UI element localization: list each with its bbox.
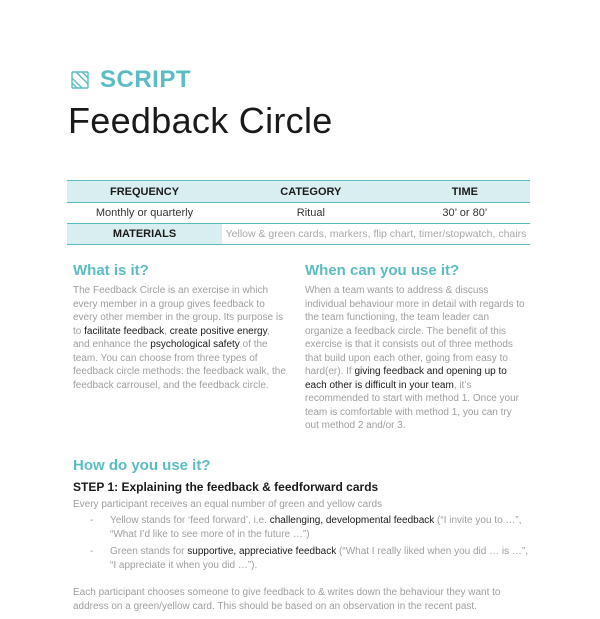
list-item <box>90 545 530 573</box>
time-value: 30’ or 80’ <box>442 207 488 219</box>
page-title: Feedback Circle <box>68 100 333 141</box>
text-segment: (“What I really liked when you did … is …”, “I appreciate it when you did …”). <box>110 546 528 571</box>
text-segment: The Feedback Circle is an exercise in which every member in a group gives feedback to every other member in the group. Its purpose is to <box>73 285 284 337</box>
text-segment: (“I invite you to …”, “What I’d like to see more of in the future …”) <box>110 515 522 540</box>
bullet-dash: - <box>90 546 94 557</box>
info-table-value-row <box>67 203 530 224</box>
highlight-facilitate-feedback: facilitate feedback <box>84 325 165 337</box>
category-header: CATEGORY <box>222 181 400 203</box>
text-segment: , it’s recommended to start with method 1. Once your team is comfortable with method 1, you can try out method 2 and/or 3. <box>305 379 519 431</box>
what-is-it-heading: What is it? <box>73 262 149 279</box>
bullet-text <box>110 514 530 542</box>
materials-label: MATERIALS <box>67 224 222 245</box>
step1-closing: Each participant chooses someone to give feedback to & writes down the behaviour they want to address on a green/yellow card. This should be based on an observation in the recent past. <box>73 587 501 612</box>
category-value: Ritual <box>296 207 325 219</box>
highlight-giving-feedback: giving feedback and opening up to each other is difficult in your team <box>305 366 507 391</box>
info-table-header-row <box>67 181 530 203</box>
when-heading: When can you use it? <box>305 262 460 279</box>
bullet-text <box>110 545 530 573</box>
list-item <box>90 514 530 542</box>
script-icon <box>70 69 92 91</box>
materials-value: Yellow & green cards, markers, flip chart, timer/stopwatch, chairs <box>222 224 530 245</box>
what-is-it-text <box>73 284 288 392</box>
section-header <box>70 66 191 94</box>
step1-title: STEP 1: Explaining the feedback & feedforward cards <box>73 480 379 494</box>
materials-row <box>67 224 530 245</box>
time-header: TIME <box>400 181 530 203</box>
highlight-developmental-feedback: challenging, developmental feedback <box>269 515 435 526</box>
text-segment: of the team. You can choose from three types of feedback circle methods: the feedback walk, the feedback carrousel, and the feedback circle. <box>73 339 286 391</box>
step1-intro: Every participant receives an equal number of green and yellow cards <box>73 499 383 510</box>
section-label: SCRIPT <box>100 66 192 93</box>
text-segment: Yellow stands for ‘feed forward’, i.e. <box>110 515 270 526</box>
when-text <box>305 284 525 433</box>
highlight-appreciative-feedback: supportive, appreciative feedback <box>187 546 337 557</box>
info-table <box>67 180 530 245</box>
text-segment: When a team wants to address & discuss individual behaviour more in detail with regards to the team functioning, the team leader can organize a feedback circle. The benefit of this exercise is that it consists out of three methods that build upon each other, going from easy to hard(er). If <box>305 285 525 377</box>
text-segment: , and enhance the <box>73 325 270 350</box>
bullet-dash: - <box>90 515 94 526</box>
text-segment: Green stands for <box>110 546 188 557</box>
frequency-header: FREQUENCY <box>67 181 222 203</box>
frequency-value: Monthly or quarterly <box>95 207 194 219</box>
highlight-psychological-safety: psychological safety <box>150 339 240 350</box>
how-heading: How do you use it? <box>73 457 211 474</box>
text-segment: , <box>164 325 170 337</box>
highlight-positive-energy: create positive energy <box>169 325 267 337</box>
